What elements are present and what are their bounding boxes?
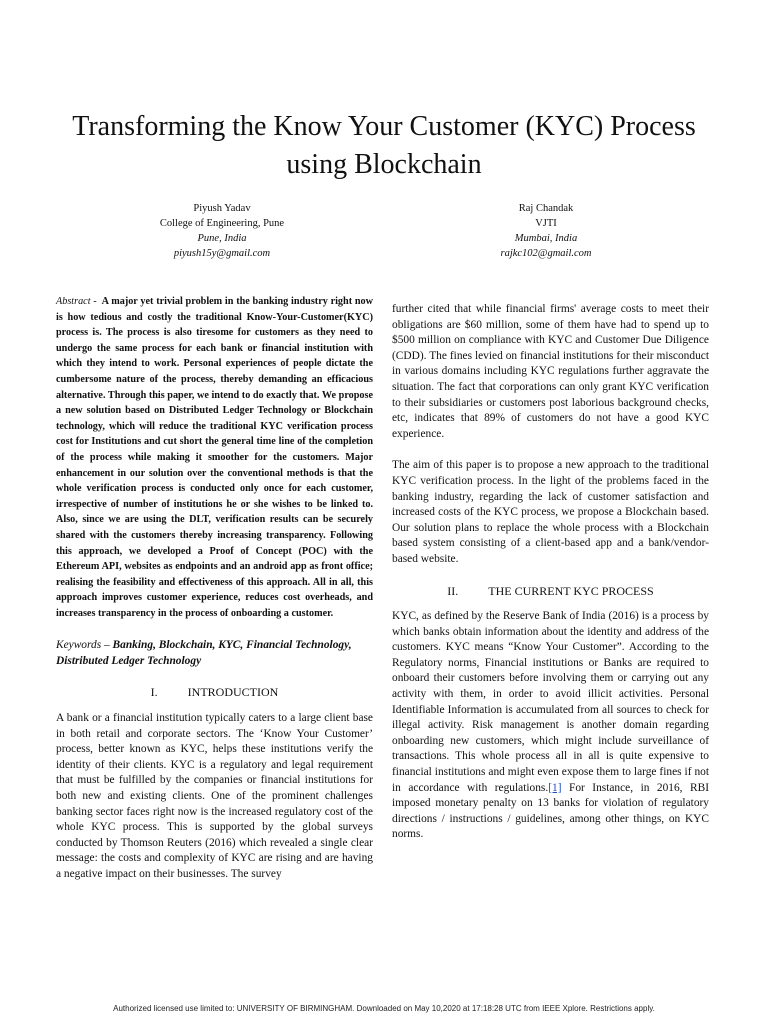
author-name: Raj Chandak	[518, 203, 574, 214]
author-block-2	[416, 201, 676, 261]
author-location: Mumbai, India	[514, 233, 578, 244]
paper-title: Transforming the Know Your Customer (KYC) Process using Blockchain	[72, 111, 696, 180]
author-affiliation: VJTI	[535, 218, 557, 229]
keywords-label: Keywords –	[56, 639, 110, 652]
section-number: I.	[150, 685, 158, 700]
citation-link[interactable]: [1]	[548, 781, 562, 794]
author-block-1	[92, 201, 352, 261]
license-footer: Authorized licensed use limited to: UNIVERSITY OF BIRMINGHAM. Downloaded on May 10,2020 at 17:18:28 UTC from IEEE Xplore. Restrictions apply.	[113, 1004, 655, 1013]
left-column	[56, 294, 373, 883]
keywords-text: Banking, Blockchain, KYC, Financial Technology, Distributed Ledger Technology	[56, 639, 352, 668]
kyc-text-continued: For Instance, in 2016, RBI imposed monetary penalty on 13 banks for violation of regulatory directions / instructions / guidelines, among other things, on KYC norms.	[392, 781, 709, 841]
keywords	[56, 637, 373, 669]
intro-paragraph-1: A bank or a financial institution typically caters to a large client base in both retail and corporate sectors. The ‘Know Your Customer’ process, better known as KYC, helps these institutions verify the identity of their clients. KYC is a regulatory and legal requirement that must be fulfilled by the companies or financial institutions for both new and existing clients. One of the prominent challenges banking sector faces right now is the increased regulatory cost of the whole KYC process. This is supported by the global surveys conducted by Thomson Reuters (2016) which revealed a single clear message: the costs and complexity of KYC are rising and are having a negative impact on their businesses. The survey	[56, 712, 373, 880]
right-column	[392, 302, 709, 843]
abstract-text: A major yet trivial problem in the banking industry right now is how tedious and costly the traditional Know-Your-Customer(KYC) process is. The process is also tiresome for customers as they need to undergo the same process for each bank or financial institution with which they intend to work. Personal experiences of people dictate the cumbersome nature of the process, thereby demanding an efficacious alternative. Through this paper, we intend to do exactly that. We propose a new solution based on Distributed Ledger Technology or Blockchain technology, which will reduce the traditional KYC verification process cost for Institutions and cut short the general time line of the completion of the process while making it smoother for the customers. Major enhancement in our solution over the conventional methods is that the whole verification process is conducted only once for each customer, irrespective of number of institutions he or she wishes to be linked to. Also, since we are using the DLT, verification results can be securely shared with the customers thereby increasing transparency. Following this approach, we developed a Proof of Concept (POC) with the Ethereum API, websites as endpoints and an android app as front office; realising the feasibility and effectiveness of this approach. All in all, this approach improves customer experience, reduces cost overheads, and increases transparency in the process of onboarding a customer.	[56, 296, 373, 619]
abstract-label: Abstract -	[56, 296, 97, 307]
intro-paragraph-1-continued: further cited that while financial firms' average costs to meet their obligations are $60 million, some of them have had to spend up to $500 million on compliance with KYC and Customer Due Diligence (CDD). The fines levied on financial institutions for their misconduct in various domains including KYC regulations further aggravate the situation. The fact that corporations can only grant KYC verification to their subsidiaries or customers post laborious background checks, etc, indicates that 89% of customers do not have a good KYC experience.	[392, 303, 709, 440]
section-heading-introduction	[56, 685, 373, 701]
author-email: rajkc102@gmail.com	[500, 248, 592, 259]
author-affiliation: College of Engineering, Pune	[159, 218, 285, 229]
abstract	[56, 294, 373, 621]
author-name: Piyush Yadav	[193, 203, 251, 214]
section-title: THE CURRENT KYC PROCESS	[488, 583, 654, 598]
kyc-text: KYC, as defined by the Reserve Bank of India (2016) is a process by which banks obtain information about the identity and address of the customers. KYC means “Know Your Customer”. According to the Regulatory norms, Financial institutions or Banks are required to onboard their customers before involving them or carrying out any activity with them, in order to avoid illicit activities. Personal Identifiable Information is accumulated from all sources to check for illegal activity. Risk management is another domain regarding onboarding new customers, which might include surveillance of transactions. This whole process all in all is quite expensive to financial institutions and might even expose them to large fines if not in accordance with regulations.	[392, 610, 709, 794]
section-title: INTRODUCTION	[187, 685, 279, 700]
section-heading-current-kyc	[392, 584, 709, 600]
intro-paragraph-2: The aim of this paper is to propose a new approach to the traditional KYC verification process. In the light of the problems faced in the banking industry, regarding the lack of customer satisfaction and increased costs of the KYC process, we propose a Blockchain based. Our solution plans to replace the whole process with a Blockchain based system consisting of a client-based app and a bank/vendor-based website.	[392, 459, 709, 565]
section-number: II.	[447, 583, 459, 598]
kyc-paragraph	[392, 609, 709, 843]
author-email: piyush15y@gmail.com	[173, 248, 271, 259]
author-location: Pune, India	[197, 233, 247, 244]
